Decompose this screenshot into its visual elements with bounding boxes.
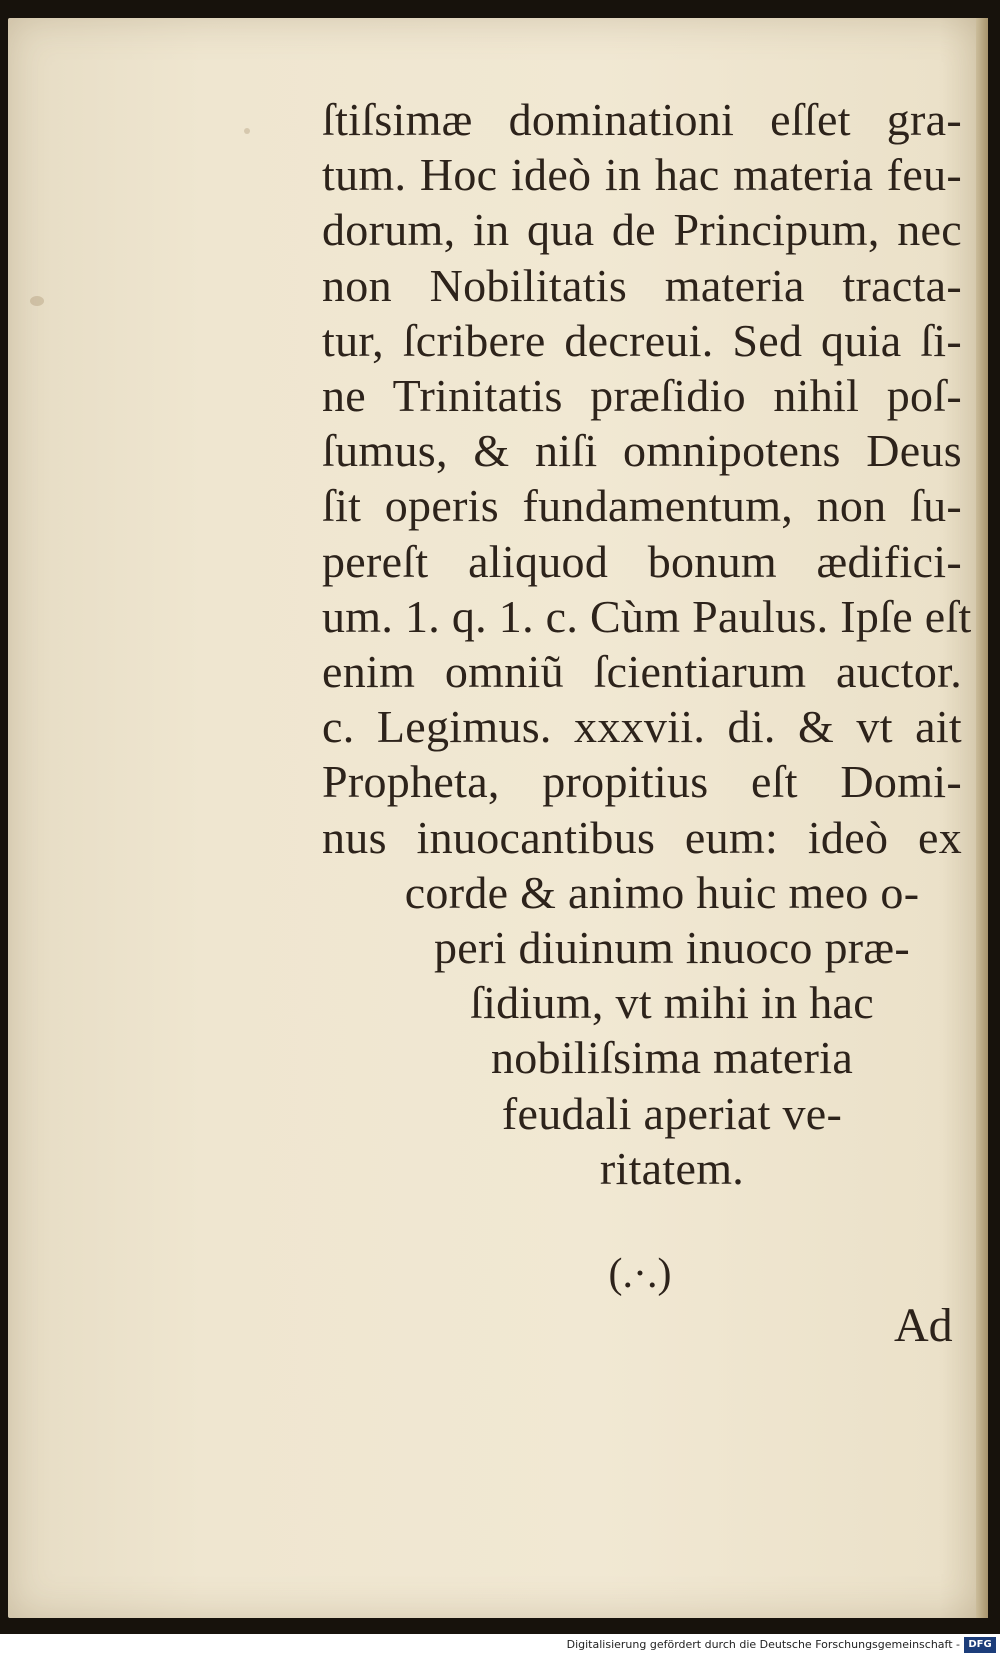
text-line: ſit operis fundamentum, non ſu- (322, 480, 962, 532)
digitization-footer (0, 1634, 1000, 1657)
text-line: ſidium, vt mihi in hac (470, 977, 874, 1029)
text-line: tum. Hoc ideò in hac materia feu- (322, 149, 962, 201)
page-edge (976, 18, 988, 1618)
text-line: peri diuinum inuoco præ- (433, 922, 911, 974)
text-line: tur, ſcribere decreui. Sed quia ſi- (322, 314, 962, 366)
text-line: nobiliſsima materia (490, 1032, 854, 1084)
text-line: pereſt aliquod bonum ædifici- (322, 535, 962, 587)
text-line: c. Legimus. xxxvii. di. & vt ait (322, 701, 962, 753)
text-line: nus inuocantibus eum: ideò ex (322, 811, 962, 863)
text-line: corde & animo huic meo o- (404, 866, 920, 918)
text-line: ſumus, & niſi omnipotens Deus (322, 425, 962, 477)
text-line: Propheta, propitius eſt Domi- (322, 756, 962, 808)
footer-credit: Digitalisierung gefördert durch die Deutsche Forschungsgemeinschaft - (566, 1638, 960, 1651)
paper-stain (30, 296, 44, 306)
text-line: ritatem. (599, 1142, 745, 1194)
text-line: feudali aperiat ve- (501, 1087, 843, 1139)
text-line: ne Trinitatis præſidio nihil poſ- (322, 370, 962, 422)
paper-stain (244, 128, 250, 134)
text-line: enim omniũ ſcientiarum auctor. (322, 646, 962, 698)
text-line: um. 1. q. 1. c. Cùm Paulus. Ipſe eſt (322, 590, 972, 642)
body-text (322, 92, 972, 1196)
text-line: ſtiſsimæ dominationi eſſet gra- (322, 94, 962, 145)
dfg-logo-icon: DFG (964, 1637, 996, 1653)
catchword: Ad (894, 1299, 953, 1352)
colophon-ornament: (.·.) (608, 1251, 672, 1297)
text-line: non Nobilitatis materia tracta- (322, 259, 962, 311)
text-line: dorum, in qua de Principum, nec (322, 204, 962, 256)
